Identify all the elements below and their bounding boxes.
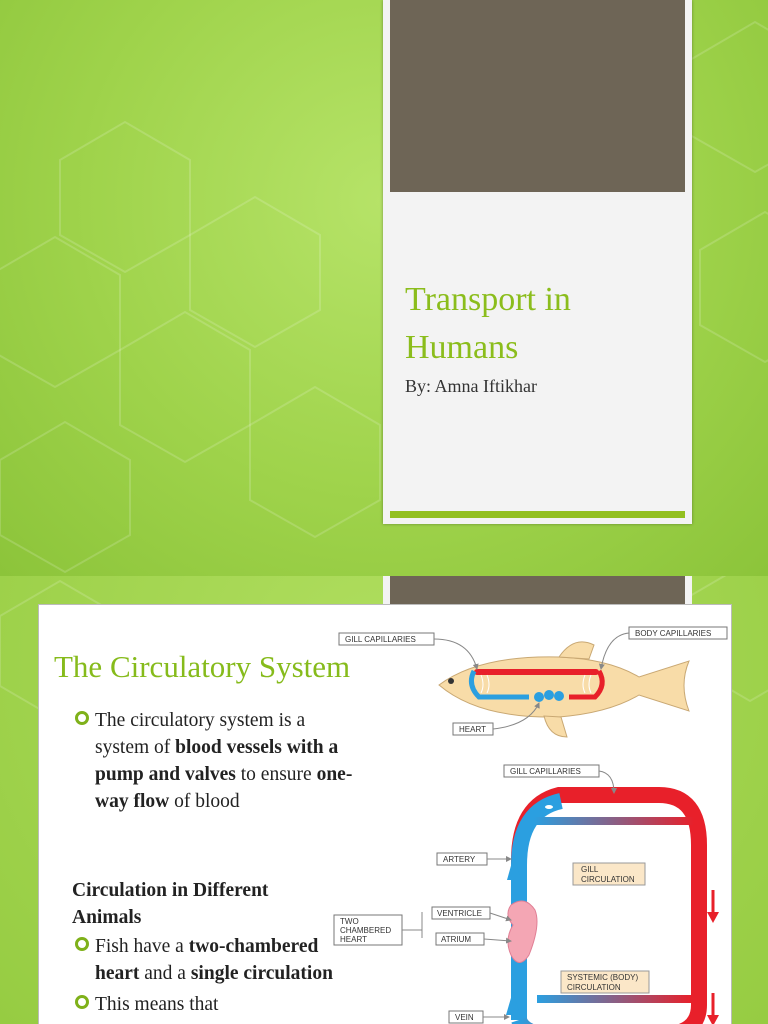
label-text: CIRCULATION xyxy=(581,875,635,884)
bullet-item xyxy=(95,707,355,815)
author-line: By: Amna Iftikhar xyxy=(405,376,537,396)
accent-bar xyxy=(390,511,685,518)
bullet-bold-text: one-way flow xyxy=(95,764,353,812)
bullet-text: of blood xyxy=(169,791,240,812)
bullet-list-2 xyxy=(95,933,355,1018)
label-two-chambered-heart xyxy=(334,912,422,945)
label-systemic-circulation xyxy=(561,971,649,993)
bullet-circle-icon xyxy=(75,937,89,951)
label-text: HEART xyxy=(459,725,486,734)
title-card xyxy=(383,0,692,524)
label-artery xyxy=(437,853,511,865)
label-text: HEART xyxy=(340,935,367,944)
circulation-diagram xyxy=(329,625,729,1024)
bullet-text: and a xyxy=(139,963,191,984)
bullet-text: Fish have a xyxy=(95,936,189,957)
bullet-circle-icon xyxy=(75,711,89,725)
label-gill-capillaries-top xyxy=(339,633,477,669)
label-text: GILL xyxy=(581,865,599,874)
label-atrium xyxy=(436,933,511,945)
bullet-text: The circulatory system is a system of xyxy=(95,710,306,758)
label-text: BODY CAPILLARIES xyxy=(635,629,712,638)
bullet-item xyxy=(95,933,355,987)
bullet-bold-text: two-chambered heart xyxy=(95,936,319,984)
fish-eye-icon xyxy=(448,678,454,684)
bullet-list-1 xyxy=(95,707,355,815)
label-gill-circulation xyxy=(573,863,645,885)
label-vein xyxy=(449,1011,509,1023)
label-body-capillaries xyxy=(601,627,727,669)
bullet-text: This means that xyxy=(95,994,219,1015)
slide-title: The Circulatory System xyxy=(54,649,351,684)
label-text: ATRIUM xyxy=(441,935,472,944)
presentation-title: Transport in Humans xyxy=(405,281,571,366)
label-text: VEIN xyxy=(455,1013,474,1022)
label-text: CHAMBERED xyxy=(340,926,392,935)
label-text: CIRCULATION xyxy=(567,983,621,992)
label-ventricle xyxy=(432,907,511,920)
label-text: TWO xyxy=(340,917,359,926)
content-panel xyxy=(38,604,732,1024)
label-text: SYSTEMIC (BODY) xyxy=(567,973,639,982)
title-image-placeholder xyxy=(390,0,685,192)
label-text: GILL CAPILLARIES xyxy=(510,767,581,776)
content-slide xyxy=(0,576,768,1024)
label-text: GILL CAPILLARIES xyxy=(345,635,416,644)
bullet-text: to ensure xyxy=(235,764,317,785)
bullet-bold-text: single circulation xyxy=(190,963,333,984)
label-text: VENTRICLE xyxy=(437,909,482,918)
bullet-bold-text: blood vessels with a pump and valves xyxy=(95,737,339,785)
subheading: Circulation in Different Animals xyxy=(72,880,269,928)
label-text: ARTERY xyxy=(443,855,476,864)
bullet-item xyxy=(95,991,355,1018)
bullet-circle-icon xyxy=(75,995,89,1009)
